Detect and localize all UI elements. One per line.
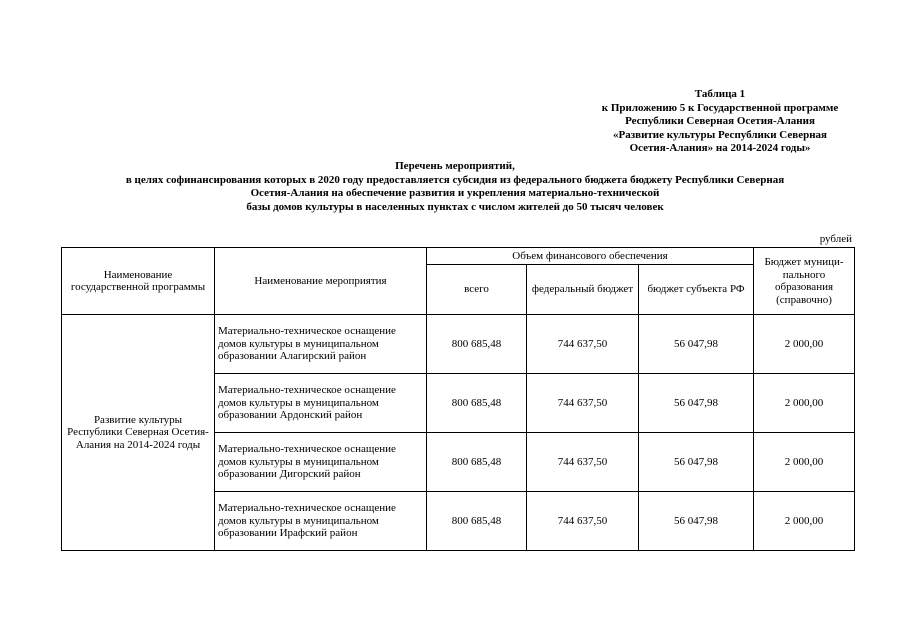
event-cell: Материально-техническое оснащение домов культуры в муниципальном образовании Ардонский район [215, 374, 427, 433]
units-label: рублей [819, 233, 852, 245]
subject-cell: 56 047,98 [639, 433, 754, 492]
annex-line: Республики Северная Осетия-Алания [625, 115, 815, 127]
subject-cell: 56 047,98 [639, 315, 754, 374]
header-federal: федеральный бюджет [527, 265, 639, 315]
federal-cell: 744 637,50 [527, 492, 639, 551]
annex-line: «Развитие культуры Республики Северная [612, 128, 827, 141]
municipal-cell: 2 000,00 [754, 315, 855, 374]
event-cell: Материально-техническое оснащение домов культуры в муниципальном образовании Ирафский район [215, 492, 427, 551]
header-row [62, 248, 855, 265]
federal-cell: 744 637,50 [527, 374, 639, 433]
header-event: Наименование мероприятия [215, 248, 427, 315]
title-line: базы домов культуры в населенных пунктах с числом жителей до 50 тысяч человек [246, 200, 664, 213]
annex-line: Осетия-Алания» на 2014-2024 годы» [629, 142, 811, 154]
title-line: в целях софинансирования которых в 2020 году предоставляется субсидия из федерального бюджета бюджету Республики Северная [125, 173, 785, 186]
federal-cell: 744 637,50 [527, 315, 639, 374]
header-total: всего [427, 265, 527, 315]
document-title [40, 160, 870, 214]
federal-cell: 744 637,50 [527, 433, 639, 492]
header-municipal: Бюджет муници-пального образования (справочно) [754, 248, 855, 315]
municipal-cell: 2 000,00 [754, 374, 855, 433]
event-cell: Материально-техническое оснащение домов культуры в муниципальном образовании Алагирский район [215, 315, 427, 374]
municipal-cell: 2 000,00 [754, 492, 855, 551]
subject-cell: 56 047,98 [639, 374, 754, 433]
table-row [62, 315, 855, 374]
header-funding: Объем финансового обеспечения [427, 248, 754, 265]
total-cell: 800 685,48 [427, 374, 527, 433]
header-program: Наименование государственной программы [62, 248, 215, 315]
municipal-cell: 2 000,00 [754, 433, 855, 492]
funding-table [61, 247, 855, 551]
annex-line: к Приложению 5 к Государственной программе [601, 101, 839, 114]
program-name-cell: Развитие культуры Республики Северная Осетия-Алания на 2014-2024 годы [62, 315, 215, 551]
total-cell: 800 685,48 [427, 433, 527, 492]
title-line: Осетия-Алания на обеспечение развития и укрепления материально-технической [250, 187, 660, 199]
subject-cell: 56 047,98 [639, 492, 754, 551]
annex-line: Таблица 1 [694, 88, 746, 100]
total-cell: 800 685,48 [427, 492, 527, 551]
header-subject: бюджет субъекта РФ [639, 265, 754, 315]
annex-reference [560, 88, 880, 156]
event-cell: Материально-техническое оснащение домов культуры в муниципальном образовании Дигорский район [215, 433, 427, 492]
title-line: Перечень мероприятий, [395, 160, 515, 172]
total-cell: 800 685,48 [427, 315, 527, 374]
